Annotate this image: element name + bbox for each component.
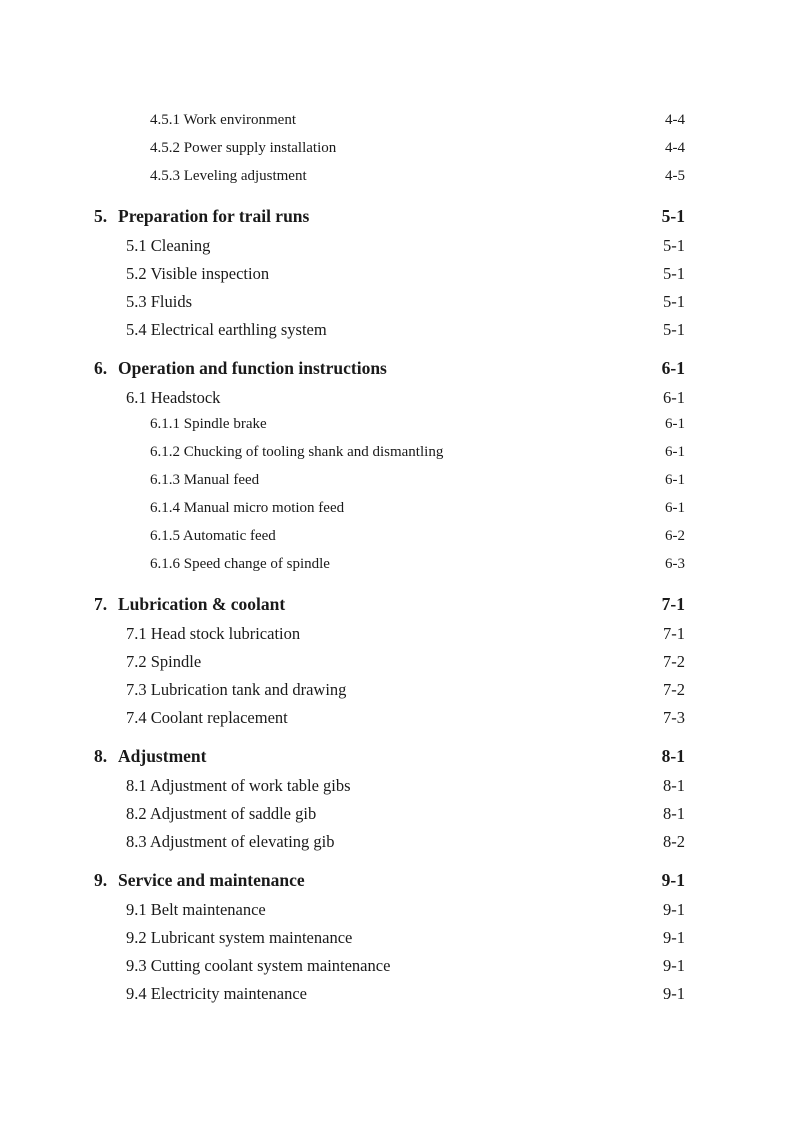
toc-chapter-title-text: Preparation for trail runs [118,206,310,226]
toc-chapter-number: 6. [94,358,108,378]
toc-page-number: 8-1 [663,776,685,795]
toc-entry-title: 7.3 Lubrication tank and drawing [126,680,347,699]
toc-entry-title: 6.1.6 Speed change of spindle [150,556,330,572]
toc-page-number: 7-3 [663,708,685,727]
toc-entry-title: 6.1 Headstock [126,388,221,407]
toc-subsection-entry [0,112,793,140]
toc-page-number: 5-1 [661,206,685,226]
toc-chapter-entry [0,594,793,622]
toc-chapter-title-text: Adjustment [118,746,207,766]
toc-subsection-entry [0,500,793,528]
toc-entry-title [94,594,285,615]
toc-section-entry [0,652,793,680]
toc-entry-title [94,870,305,891]
toc-page-number: 4-5 [665,168,685,184]
toc-entry-title: 8.3 Adjustment of elevating gib [126,832,335,851]
toc-entry-title: 9.3 Cutting coolant system maintenance [126,956,391,975]
toc-page-number: 4-4 [665,140,685,156]
toc-subsection-entry [0,472,793,500]
toc-entry-title: 8.2 Adjustment of saddle gib [126,804,317,823]
toc-page-number: 9-1 [663,984,685,1003]
toc-entry-title: 7.1 Head stock lubrication [126,624,301,643]
toc-chapter-entry [0,358,793,386]
toc-section-entry [0,388,793,416]
toc-section-entry [0,956,793,984]
toc-section-entry [0,680,793,708]
toc-section-entry [0,264,793,292]
toc-section-entry [0,776,793,804]
toc-page-number: 6-1 [665,444,685,460]
toc-section-entry [0,624,793,652]
toc-page-number: 6-1 [661,358,685,378]
toc-page-number: 6-1 [663,388,685,407]
toc-page-number: 8-1 [661,746,685,766]
toc-page-number: 6-1 [665,472,685,488]
toc-section-entry [0,804,793,832]
toc-entry-title: 5.2 Visible inspection [126,264,270,283]
toc-section-entry [0,292,793,320]
toc-subsection-entry [0,444,793,472]
toc-section-entry [0,832,793,860]
toc-entry-title: 6.1.1 Spindle brake [150,416,267,432]
toc-chapter-entry [0,206,793,234]
toc-entry-title: 8.1 Adjustment of work table gibs [126,776,351,795]
toc-entry-title: 9.2 Lubricant system maintenance [126,928,353,947]
toc-entry-title: 4.5.2 Power supply installation [150,140,337,156]
toc-section-entry [0,984,793,1012]
toc-subsection-entry [0,528,793,556]
toc-section-entry [0,320,793,348]
toc-page-number: 9-1 [661,870,685,890]
toc-entry-title: 5.4 Electrical earthling system [126,320,327,339]
toc-chapter-title-text: Service and maintenance [118,870,305,890]
toc-page-number: 5-1 [663,264,685,283]
toc-chapter-number: 8. [94,746,108,766]
toc-section-entry [0,900,793,928]
toc-page-number: 6-2 [665,528,685,544]
toc-page-number: 5-1 [663,320,685,339]
toc-page-number: 7-2 [663,652,685,671]
toc-entry-title: 6.1.2 Chucking of tooling shank and dismantling [150,444,444,460]
toc-subsection-entry [0,140,793,168]
toc-entry-title [94,206,309,227]
toc-page-number: 4-4 [665,112,685,128]
toc-page-number: 5-1 [663,292,685,311]
toc-entry-title: 6.1.3 Manual feed [150,472,260,488]
toc-section-entry [0,708,793,736]
toc-entry-title: 4.5.3 Leveling adjustment [150,168,307,184]
toc-page-number: 6-1 [665,416,685,432]
toc-page-number: 9-1 [663,928,685,947]
toc-section-entry [0,928,793,956]
toc-page-number: 8-2 [663,832,685,851]
toc-section-entry [0,236,793,264]
toc-page-number: 9-1 [663,956,685,975]
toc-chapter-entry [0,870,793,898]
toc-page-number: 9-1 [663,900,685,919]
toc-entry-title: 6.1.5 Automatic feed [150,528,276,544]
toc-page-number: 6-1 [665,500,685,516]
toc-chapter-title-text: Lubrication & coolant [118,594,286,614]
toc-entry-title [94,746,206,767]
toc-page-number: 6-3 [665,556,685,572]
toc-subsection-entry [0,416,793,444]
toc-page-number: 8-1 [663,804,685,823]
toc-entry-title: 6.1.4 Manual micro motion feed [150,500,345,516]
toc-chapter-title-text: Operation and function instructions [118,358,387,378]
toc-entry-title: 7.2 Spindle [126,652,202,671]
toc-subsection-entry [0,556,793,584]
toc-entry-title: 5.3 Fluids [126,292,193,311]
toc-page-number: 5-1 [663,236,685,255]
toc-page-number: 7-1 [663,624,685,643]
toc-chapter-number: 9. [94,870,108,890]
toc-page-number: 7-2 [663,680,685,699]
toc-chapter-number: 5. [94,206,108,226]
toc-entry-title: 9.1 Belt maintenance [126,900,266,919]
toc-entry-title [94,358,387,379]
toc-entry-title: 7.4 Coolant replacement [126,708,288,727]
toc-page-number: 7-1 [661,594,685,614]
toc-subsection-entry [0,168,793,196]
toc-chapter-entry [0,746,793,774]
toc-chapter-number: 7. [94,594,108,614]
toc-entry-title: 9.4 Electricity maintenance [126,984,307,1003]
toc-entry-title: 4.5.1 Work environment [150,112,296,128]
toc-entry-title: 5.1 Cleaning [126,236,211,255]
